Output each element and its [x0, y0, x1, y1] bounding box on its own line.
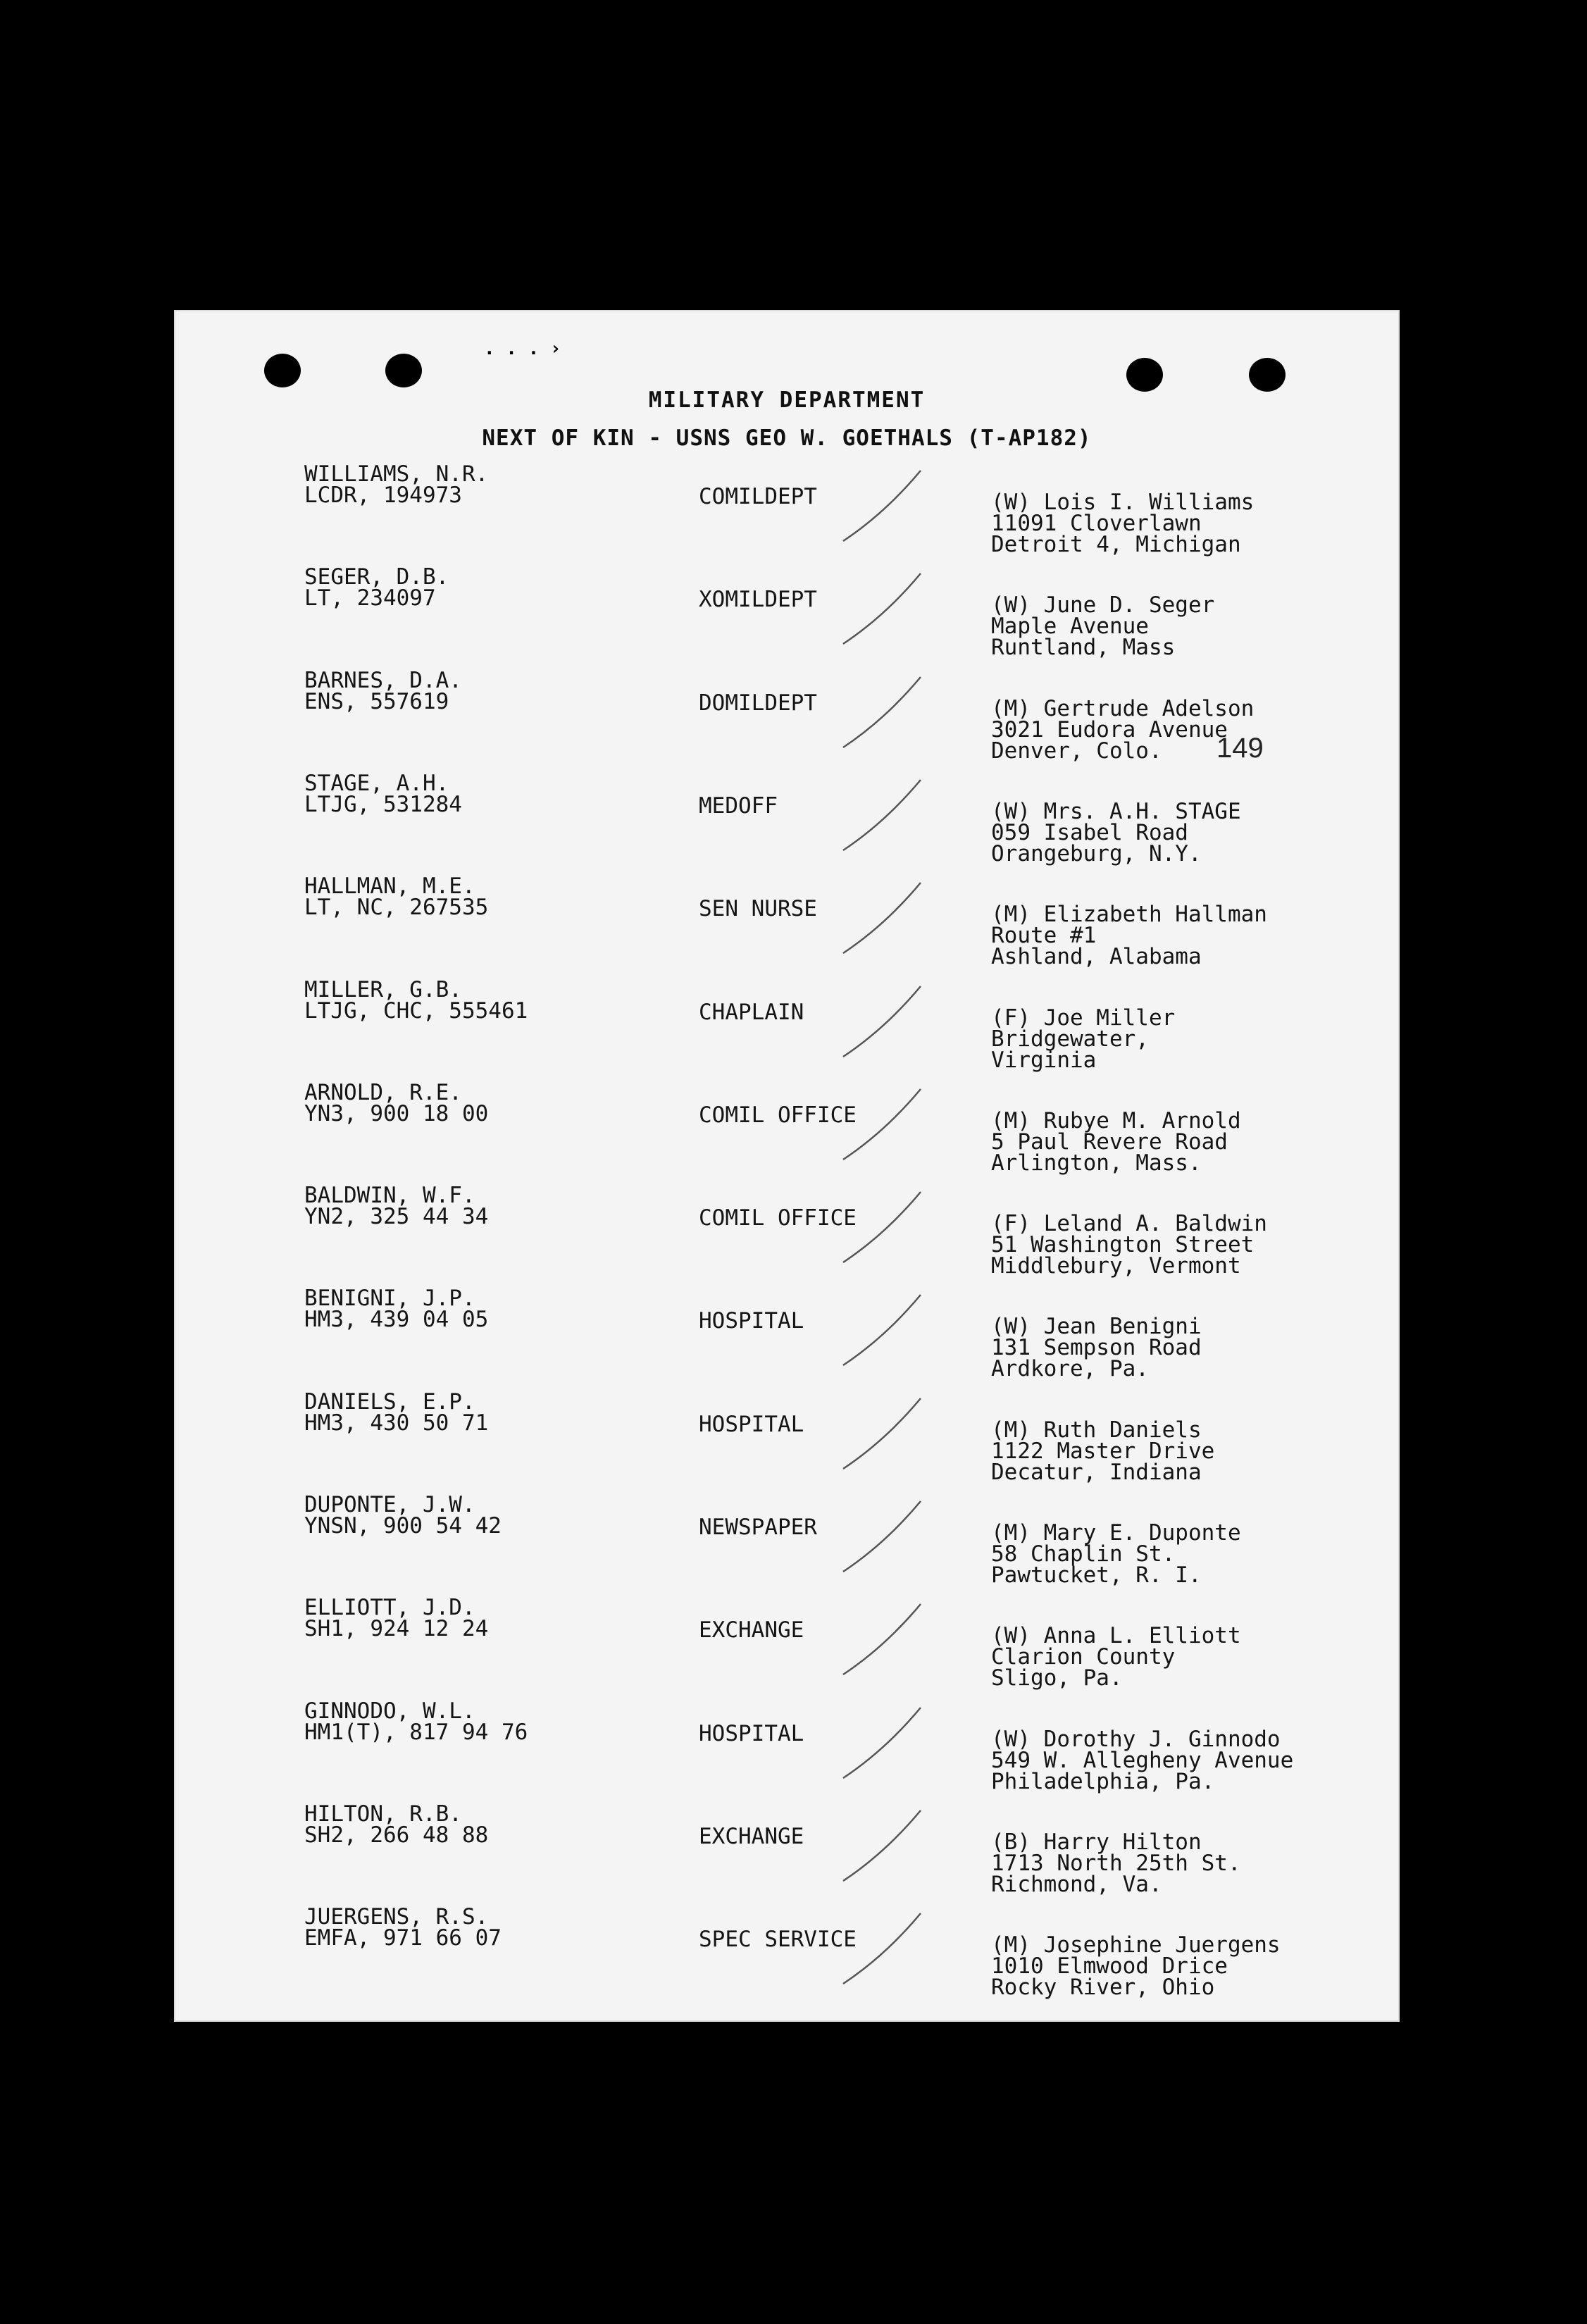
- document-title: MILITARY DEPARTMENT: [648, 387, 926, 413]
- kin-name: (F) Leland A. Baldwin: [991, 1211, 1267, 1237]
- document-page: [174, 310, 1400, 2022]
- list-item: [174, 461, 1400, 566]
- entry-department: XOMILDEPT: [699, 587, 817, 613]
- entry-rank-number: SH2, 266 48 88: [304, 1822, 489, 1848]
- entry-name: ELLIOTT, J.D.: [304, 1595, 475, 1621]
- entry-rank-number: HM3, 430 50 71: [304, 1410, 489, 1436]
- list-item: [174, 1494, 1400, 1597]
- kin-name: (M) Rubye M. Arnold: [991, 1107, 1241, 1133]
- list-item: [174, 1803, 1400, 1906]
- list-item: [174, 770, 1400, 876]
- entry-department: COMIL OFFICE: [699, 1205, 857, 1231]
- list-item: [174, 566, 1400, 669]
- kin-name: (W) June D. Seger: [991, 592, 1215, 619]
- entry-name: JUERGENS, R.S.: [304, 1904, 489, 1930]
- kin-name: (W) Anna L. Elliott: [991, 1623, 1241, 1649]
- punch-hole-icon: [385, 354, 422, 387]
- entry-department: NEWSPAPER: [699, 1515, 817, 1540]
- list-item: [174, 1597, 1400, 1700]
- entry-rank-number: YN2, 325 44 34: [304, 1204, 489, 1230]
- entry-department: EXCHANGE: [699, 1617, 804, 1643]
- kin-address-line1: 5 Paul Revere Road: [991, 1129, 1228, 1155]
- entry-name: STAGE, A.H.: [304, 770, 449, 796]
- kin-address-line2: Pawtucket, R. I.: [991, 1562, 1202, 1588]
- kin-address-line2: Ardkore, Pa.: [991, 1356, 1149, 1382]
- kin-name: (W) Lois I. Williams: [991, 490, 1255, 515]
- kin-name: (M) Ruth Daniels: [991, 1417, 1202, 1443]
- entry-name: ARNOLD, R.E.: [304, 1079, 462, 1105]
- kin-address-line1: 1122 Master Drive: [991, 1438, 1215, 1464]
- entry-department: MEDOFF: [699, 793, 778, 819]
- document-subtitle: NEXT OF KIN - USNS GEO W. GOETHALS (T-AP182): [482, 425, 1092, 451]
- kin-address-line1: 58 Chaplin St.: [991, 1541, 1176, 1567]
- kin-address-line2: Ashland, Alabama: [991, 944, 1202, 970]
- kin-address-line1: 3021 Eudora Avenue: [991, 716, 1228, 742]
- entry-name: GINNODO, W.L.: [304, 1698, 475, 1724]
- entry-name: BENIGNI, J.P.: [304, 1286, 475, 1312]
- entry-department: HOSPITAL: [699, 1411, 804, 1437]
- entry-department: COMIL OFFICE: [699, 1102, 857, 1128]
- entry-rank-number: ENS, 557619: [304, 688, 449, 714]
- kin-address-line1: Bridgewater,: [991, 1026, 1149, 1052]
- entry-name: BARNES, D.A.: [304, 667, 462, 693]
- kin-name: (W) Jean Benigni: [991, 1314, 1202, 1340]
- kin-address-line2: Denver, Colo.: [991, 738, 1162, 764]
- entry-name: DUPONTE, J.W.: [304, 1492, 475, 1517]
- list-item: [174, 1698, 1400, 1803]
- entry-name: BALDWIN, W.F.: [304, 1183, 475, 1209]
- kin-address-line2: Philadelphia, Pa.: [991, 1768, 1215, 1794]
- entry-rank-number: LT, 234097: [304, 585, 436, 611]
- entry-rank-number: EMFA, 971 66 07: [304, 1925, 502, 1951]
- kin-name: (F) Joe Miller: [991, 1005, 1176, 1031]
- kin-name: (B) Harry Hilton: [991, 1829, 1202, 1855]
- kin-name: (M) Mary E. Duponte: [991, 1520, 1241, 1546]
- punch-hole-icon: [1126, 358, 1163, 392]
- kin-name: (M) Josephine Juergens: [991, 1932, 1281, 1958]
- punch-hole-icon: [1249, 358, 1286, 392]
- kin-address-line1: Route #1: [991, 923, 1097, 949]
- kin-address-line1: 059 Isabel Road: [991, 819, 1188, 845]
- kin-address-line1: Clarion County: [991, 1644, 1176, 1670]
- entry-name: SEGER, D.B.: [304, 564, 449, 590]
- entry-department: EXCHANGE: [699, 1823, 804, 1849]
- kin-address-line2: Virginia: [991, 1047, 1097, 1073]
- entry-name: WILLIAMS, N.R.: [304, 461, 489, 487]
- entry-rank-number: SH1, 924 12 24: [304, 1616, 489, 1642]
- list-item: [174, 1388, 1400, 1494]
- top-marks: . . . ›: [484, 338, 561, 359]
- entry-rank-number: HM1(T), 817 94 76: [304, 1719, 528, 1745]
- entry-department: HOSPITAL: [699, 1308, 804, 1334]
- kin-address-line1: Maple Avenue: [991, 614, 1149, 640]
- kin-address-line2: Arlington, Mass.: [991, 1150, 1202, 1176]
- entry-department: HOSPITAL: [699, 1720, 804, 1746]
- entry-name: HILTON, R.B.: [304, 1801, 462, 1827]
- list-item: [174, 1288, 1400, 1391]
- kin-address-line1: 11091 Cloverlawn: [991, 511, 1202, 536]
- entry-name: HALLMAN, M.E.: [304, 874, 475, 900]
- kin-address-line2: Decatur, Indiana: [991, 1459, 1202, 1485]
- list-item: [174, 1079, 1400, 1185]
- entry-department: COMILDEPT: [699, 484, 817, 509]
- entry-department: CHAPLAIN: [699, 999, 804, 1025]
- entry-rank-number: HM3, 439 04 05: [304, 1307, 489, 1333]
- entry-department: DOMILDEPT: [699, 690, 817, 716]
- kin-address-line2: Detroit 4, Michigan: [991, 532, 1241, 557]
- kin-address-line2: Sligo, Pa.: [991, 1665, 1123, 1691]
- list-item: [174, 1906, 1400, 2009]
- entry-rank-number: LCDR, 194973: [304, 483, 462, 508]
- entry-name: DANIELS, E.P.: [304, 1388, 475, 1415]
- kin-address-line2: Richmond, Va.: [991, 1871, 1162, 1897]
- entry-rank-number: LTJG, CHC, 555461: [304, 998, 528, 1024]
- kin-address-line1: 1713 North 25th St.: [991, 1850, 1241, 1876]
- kin-address-line2: Rocky River, Ohio: [991, 1975, 1215, 2001]
- list-item: [174, 667, 1400, 773]
- kin-name: (M) Gertrude Adelson: [991, 695, 1255, 721]
- list-item: [174, 976, 1400, 1082]
- entry-rank-number: LT, NC, 267535: [304, 895, 489, 921]
- kin-name: (W) Dorothy J. Ginnodo: [991, 1726, 1281, 1752]
- kin-address-line1: 1010 Elmwood Drice: [991, 1953, 1228, 1980]
- kin-address-line1: 51 Washington Street: [991, 1232, 1255, 1258]
- kin-name: (M) Elizabeth Hallman: [991, 902, 1267, 928]
- list-item: [174, 1185, 1400, 1288]
- kin-address-line1: 549 W. Allegheny Avenue: [991, 1747, 1294, 1773]
- entry-department: SPEC SERVICE: [699, 1927, 857, 1953]
- page-number: 149: [1216, 733, 1264, 764]
- punch-hole-icon: [264, 354, 301, 387]
- list-item: [174, 876, 1400, 978]
- kin-address-line2: Middlebury, Vermont: [991, 1253, 1241, 1279]
- entry-name: MILLER, G.B.: [304, 976, 462, 1002]
- kin-address-line2: Runtland, Mass: [991, 635, 1176, 661]
- kin-name: (W) Mrs. A.H. STAGE: [991, 798, 1241, 824]
- entry-rank-number: YN3, 900 18 00: [304, 1100, 489, 1126]
- entry-rank-number: YNSN, 900 54 42: [304, 1513, 502, 1539]
- entry-rank-number: LTJG, 531284: [304, 791, 462, 817]
- kin-address-line2: Orangeburg, N.Y.: [991, 840, 1202, 866]
- entry-department: SEN NURSE: [699, 896, 817, 922]
- kin-address-line1: 131 Sempson Road: [991, 1335, 1202, 1361]
